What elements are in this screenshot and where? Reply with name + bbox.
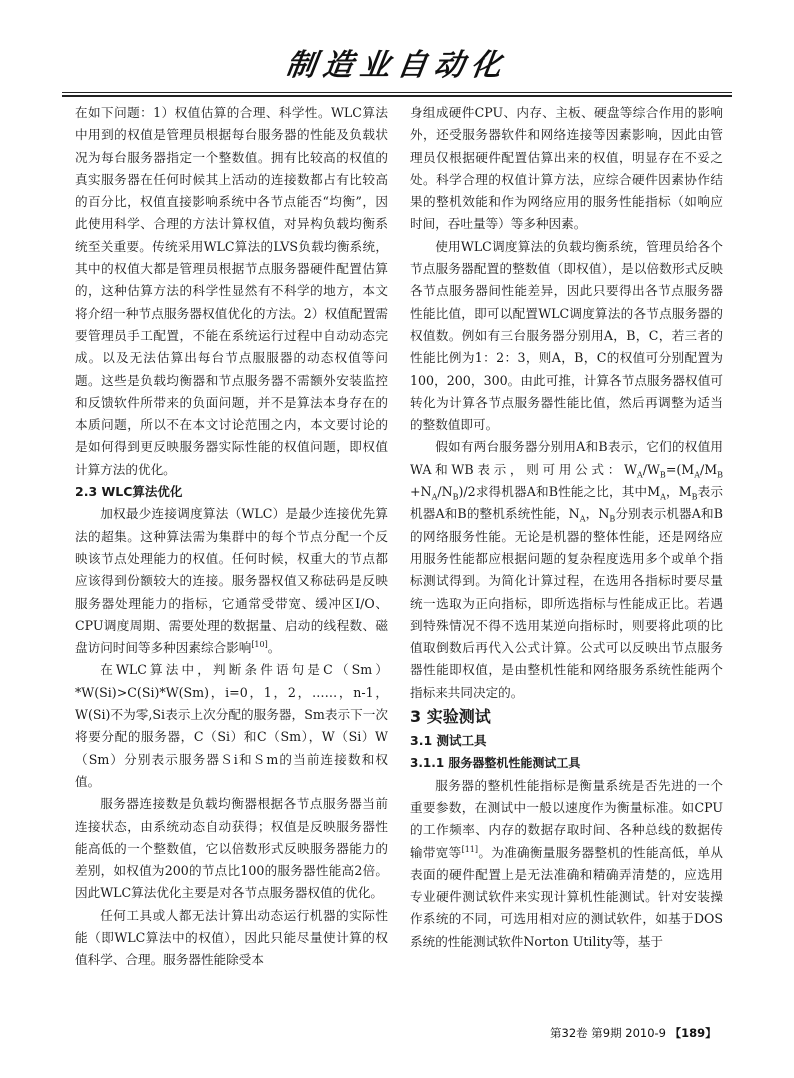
formula-text-d: /M [699, 461, 718, 477]
sub-b: B [452, 492, 459, 502]
left-paragraph-2-end: 。 [267, 640, 281, 656]
right-column [410, 102, 723, 953]
right-paragraph-4-text: 服务器的整机性能指标是衡量系统是否先进的一个重要参数，在测试中一般以速度作为衡量标准。如CPU的工作频率、内存的数据存取时间、各种总线的数据传输带宽等 [410, 777, 723, 860]
citation-10: [10] [251, 639, 268, 649]
header-rule-thick [62, 95, 732, 97]
journal-title: 制造业自动化 [283, 48, 511, 83]
left-paragraph-2 [75, 503, 388, 659]
left-paragraph-5: 任何工具或人都无法计算出动态运行机器的实际性能（即WLC算法中的权值），因此只能尽量使计算的权值科学、合理。服务器性能除受本 [75, 907, 388, 968]
sub-b: B [717, 470, 723, 480]
formula-text-a: 假如有两台服务器分别用A和B表示，它们的权值用WA和WB表示，则可用公式：W [410, 439, 723, 477]
sub-a: A [431, 492, 438, 502]
right-paragraph-4-end: 。为准确衡量服务器整机的性能高低，单从表面的硬件配置上是无法准确和精确弄清楚的，应选用专业硬件测试软件来实现计算机性能测试。针对安装操作系统的不同，可选用相对应的测试软件，如基于DOS系统的性能测试软件Norton Utility等，基于 [410, 844, 724, 949]
formula-text-c: =(M [665, 461, 695, 477]
section-heading-3: 3 实验测试 [410, 707, 491, 727]
formula-text-k: 分别表示机器A和B的网络服务性能。无论是机器的整体性能，还是网络应用服务性能都应根据问题的复杂程度选用多个或单个指标测试得到。为简化计算过程，在选用各指标时要尽量统一选取为正向指标，即所选指标与性能成正比。若遇到特殊情况不得不选用某逆向指标时，则要将此项的比值取倒数后再代入公式计算。公式可以反映出节点服务器性能即权值，是由整机性能和网络服务系统性能两个指标来共同决定的。 [410, 506, 723, 700]
section-heading-3-1-1: 3.1.1 服务器整机性能测试工具 [410, 756, 581, 771]
formula-text-b: /W [642, 461, 660, 477]
left-paragraph-1: 在如下问题：1）权值估算的合理、科学性。WLC算法中用到的权值是管理员根据每台服务器的性能及负载状况为每台服务器指定一个整数值。拥有比较高的权值的真实服务器在任何时候其上活动的连接数都占有比较高的百分比，权值直接影响系统中各节点能否“均衡”，因此使用科学、合理的方法计算权值，对异构负载均衡系统至关重要。传统采用WLC算法的LVS负载均衡系统，其中的权值大都是管理员根据节点服务器硬件配置估算的，这种估算方法的科学性显然有不科学的地方，本文将介绍一种节点服务器权值优化的方法。2）权值配置需要管理员手工配置，不能在系统运行过程中自动动态完成。以及无法估算出每台节点服服器的动态权值等问题。这些是负载均衡器和节点服务器不需额外安装监控和反馈软件所带来的负面问题，并不是算法本身存在的本质问题，所以不在本文讨论范围之内，本文要讨论的是如何得到更反映服务器实际性能的权值问题，即权值计算方法的优化。 [75, 105, 388, 477]
right-paragraph-4 [410, 775, 723, 953]
left-paragraph-4: 服务器连接数是负载均衡器根据各节点服务器当前连接状态，由系统动态自动获得；权值是反映服务器性能高低的一个整数值，它以倍数形式反映服务器能力的差别，如权值为200的节点比100的服务器性能高2倍。因此WLC算法优化主要是对各节点服务器权值的优化。 [75, 796, 388, 901]
page-footer [550, 1025, 740, 1041]
sub-b: B [691, 492, 698, 502]
right-paragraph-2: 使用WLC调度算法的负载均衡系统，管理员给各个节点服务器配置的整数值（即权值），是以倍数形式反映各节点服务器间性能差异，因此只要得出各节点服务器性能比值，即可以配置WLC调度算法的各节点服务器的权值数。例如有三台服务器分别用A，B，C，若三者的性能比例为1：2：3，则A，B，C的权值可分别配置为100，200，300。由此可推，计算各节点服务器权值可转化为计算各节点服务器性能比值，然后再调整为适当的整数值即可。 [410, 238, 723, 433]
left-column [75, 102, 388, 972]
header-rule-thin [62, 92, 732, 93]
formula-text-h: ，M [665, 484, 692, 500]
left-paragraph-3: 在WLC算法中，判断条件语句是C（Sm）*W(Si)>C(Si)*W(Sm)，i=0，1，2，……，n-1，W(Si)不为零,Si表示上次分配的服务器，Sm表示下一次将要分配的服务器，C（Si）和C（Sm），W（Si）W（Sm）分别表示服务器Ｓi和Ｓm的当前连接数和权值。 [75, 662, 388, 789]
right-paragraph-3-formula [410, 436, 723, 704]
sub-a: A [579, 514, 586, 524]
left-paragraph-2-text: 加权最少连接调度算法（WLC）是最少连接优先算法的超集。这种算法需为集群中的每个节点分配一个反映该节点处理能力的权值。任何时候，权重大的节点都应该得到份额较大的连接。服务器权值又称砝码是反映服务器处理能力的指标，它通常受带宽、缓冲区I/O、CPU调度周期、需要处理的数据量、启动的线程数、磁盘访问时间等多种因素综合影响 [75, 506, 388, 656]
section-heading-2-3: 2.3 WLC算法优化 [75, 484, 183, 500]
section-heading-3-1: 3.1 测试工具 [410, 733, 487, 749]
citation-11: [11] [461, 844, 479, 854]
formula-text-j: ，N [585, 506, 610, 522]
sub-a: A [636, 470, 643, 480]
formula-text-e: +N [410, 484, 432, 500]
sub-a: A [660, 492, 666, 502]
sub-b: B [609, 514, 616, 524]
journal-masthead [0, 46, 794, 96]
volume-issue: 第32卷 第9期 2010-9 [550, 1026, 666, 1040]
formula-text-g: )/2求得机器A和B性能之比，其中M [458, 484, 661, 500]
sub-a: A [694, 470, 700, 480]
sub-b: B [659, 470, 666, 480]
page-number: 【189】 [669, 1026, 717, 1040]
formula-text-i: 表示机器A和B的整机系统性能，N [410, 484, 723, 522]
right-paragraph-1: 身组成硬件CPU、内存、主板、硬盘等综合作用的影响外，还受服务器软件和网络连接等因素影响，因此由管理员仅根据硬件配置估算出来的权值，明显存在不妥之处。科学合理的权值计算方法，应综合硬件因素协作结果的整机效能和作为网络应用的服务性能指标（如响应时间，吞吐量等）等多种因素。 [410, 105, 723, 232]
formula-text-f: /N [437, 484, 453, 500]
